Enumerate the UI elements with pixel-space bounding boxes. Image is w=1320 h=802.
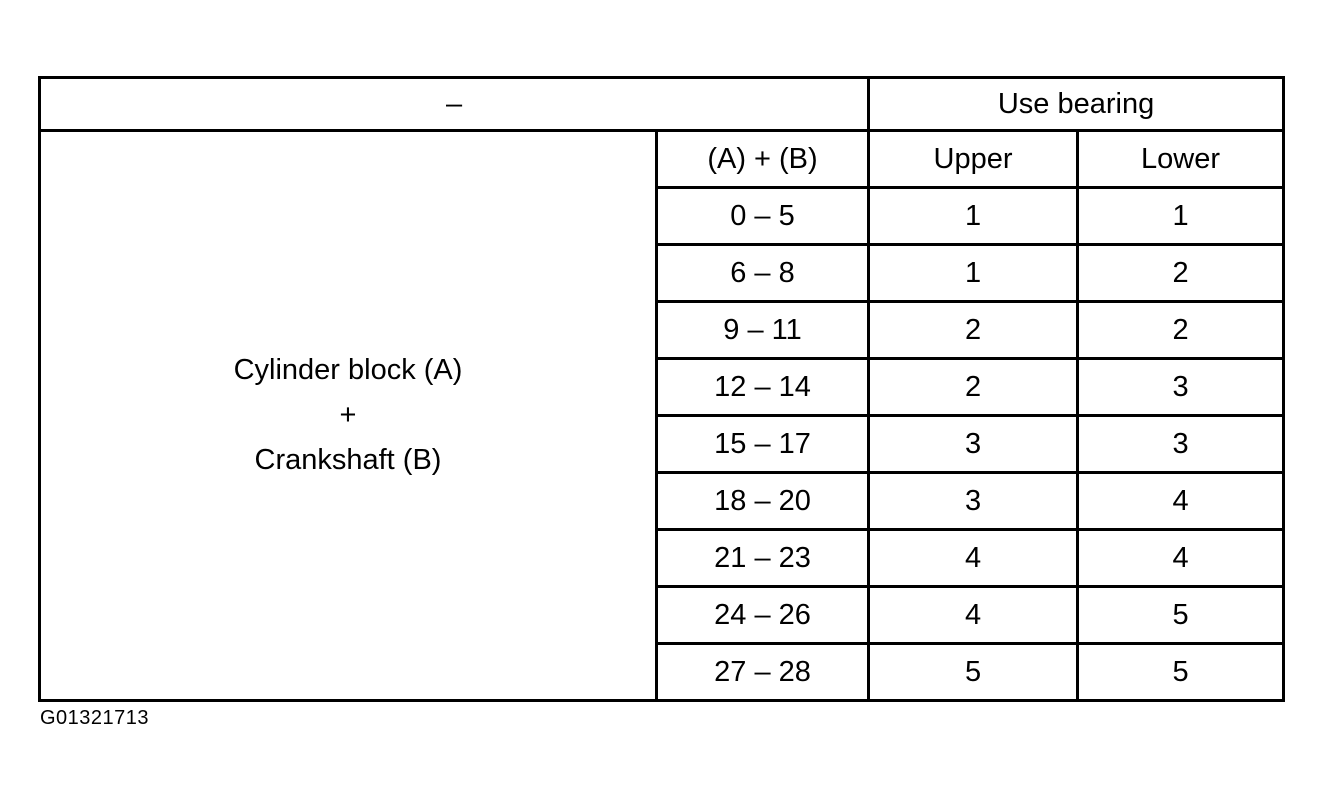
upper-cell: 4 (869, 530, 1078, 587)
upper-cell: 3 (869, 473, 1078, 530)
bearing-selection-table (38, 76, 1285, 702)
lower-header-cell: Lower (1078, 131, 1284, 188)
lower-cell: 3 (1078, 416, 1284, 473)
upper-cell: 5 (869, 644, 1078, 701)
group-label-line-1: Cylinder block (A) (233, 354, 463, 387)
lower-cell: 2 (1078, 245, 1284, 302)
range-cell: 21 – 23 (657, 530, 869, 587)
lower-cell: 4 (1078, 530, 1284, 587)
figure-id-label: G01321713 (40, 707, 150, 729)
group-label-line-3: Crankshaft (B) (254, 443, 442, 476)
lower-cell: 3 (1078, 359, 1284, 416)
range-cell: 27 – 28 (657, 644, 869, 701)
upper-cell: 2 (869, 359, 1078, 416)
upper-header-cell: Upper (869, 131, 1078, 188)
group-label-line-2: + (339, 399, 357, 432)
lower-cell: 5 (1078, 644, 1284, 701)
use-bearing-header-cell: Use bearing (869, 78, 1284, 131)
range-cell: 18 – 20 (657, 473, 869, 530)
sum-header-cell: (A) + (B) (657, 131, 869, 188)
upper-cell: 1 (869, 245, 1078, 302)
upper-cell: 2 (869, 302, 1078, 359)
range-cell: 12 – 14 (657, 359, 869, 416)
upper-cell: 1 (869, 188, 1078, 245)
lower-cell: 4 (1078, 473, 1284, 530)
group-label-cell (40, 131, 657, 701)
upper-cell: 4 (869, 587, 1078, 644)
range-cell: 9 – 11 (657, 302, 869, 359)
lower-cell: 5 (1078, 587, 1284, 644)
range-cell: 6 – 8 (657, 245, 869, 302)
lower-cell: 1 (1078, 188, 1284, 245)
top-left-header-cell: – (40, 78, 869, 131)
range-cell: 15 – 17 (657, 416, 869, 473)
header-row-sub (40, 131, 1284, 188)
lower-cell: 2 (1078, 302, 1284, 359)
range-cell: 24 – 26 (657, 587, 869, 644)
range-cell: 0 – 5 (657, 188, 869, 245)
header-row-top (40, 78, 1284, 131)
upper-cell: 3 (869, 416, 1078, 473)
